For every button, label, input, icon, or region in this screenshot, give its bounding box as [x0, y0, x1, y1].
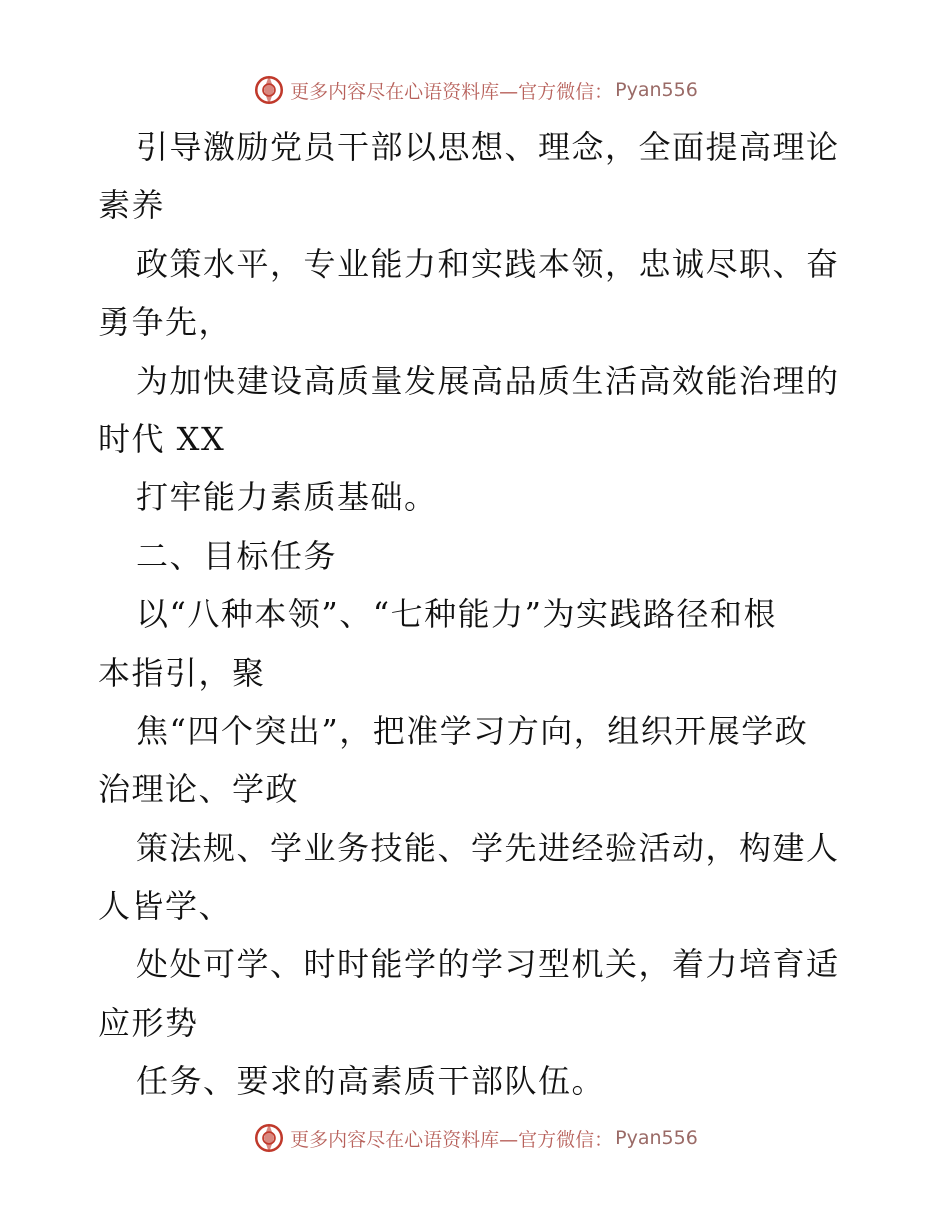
text-line: 治理论、学政 — [98, 770, 300, 809]
banner-text: 更多内容尽在心语资料库—官方微信： — [290, 80, 614, 103]
text-line: 为加快建设高质量发展高品质生活高效能治理的 — [136, 361, 840, 400]
text-line: 打牢能力素质基础。 — [136, 478, 438, 517]
footer-watermark-banner — [0, 1118, 950, 1158]
logo-icon — [252, 73, 286, 107]
header-watermark-banner — [0, 70, 950, 110]
text-line: 时代 XX — [98, 419, 226, 458]
document-body — [98, 118, 858, 1111]
text-line: 引导激励党员干部以思想、理念，全面提高理论 — [136, 128, 840, 166]
text-line: 处处可学、时时能学的学习型机关，着力培育适 — [136, 945, 840, 984]
banner-wechat-id: Pyan556 — [615, 1127, 698, 1149]
text-line: 策法规、学业务技能、学先进经验活动，构建人 — [136, 828, 840, 867]
text-line: 人皆学、 — [98, 887, 233, 926]
section-heading: 二、目标任务 — [136, 536, 338, 575]
text-line: 本指引，聚 — [98, 653, 266, 692]
text-line: 政策水平，专业能力和实践本领，忠诚尽职、奋 — [136, 244, 840, 283]
text-line: 应形势 — [98, 1003, 199, 1042]
text-line: 勇争先， — [98, 303, 233, 342]
logo-icon — [252, 1121, 286, 1155]
text-line: 以“八种本领”、“七种能力”为实践路径和根 — [136, 595, 777, 634]
text-line: 素养 — [98, 186, 166, 225]
text-line: 任务、要求的高素质干部队伍。 — [136, 1062, 606, 1101]
banner-wechat-id: Pyan556 — [615, 79, 698, 101]
banner-text: 更多内容尽在心语资料库—官方微信： — [290, 1128, 614, 1151]
text-line: 焦“四个突出”，把准学习方向，组织开展学政 — [136, 711, 809, 750]
